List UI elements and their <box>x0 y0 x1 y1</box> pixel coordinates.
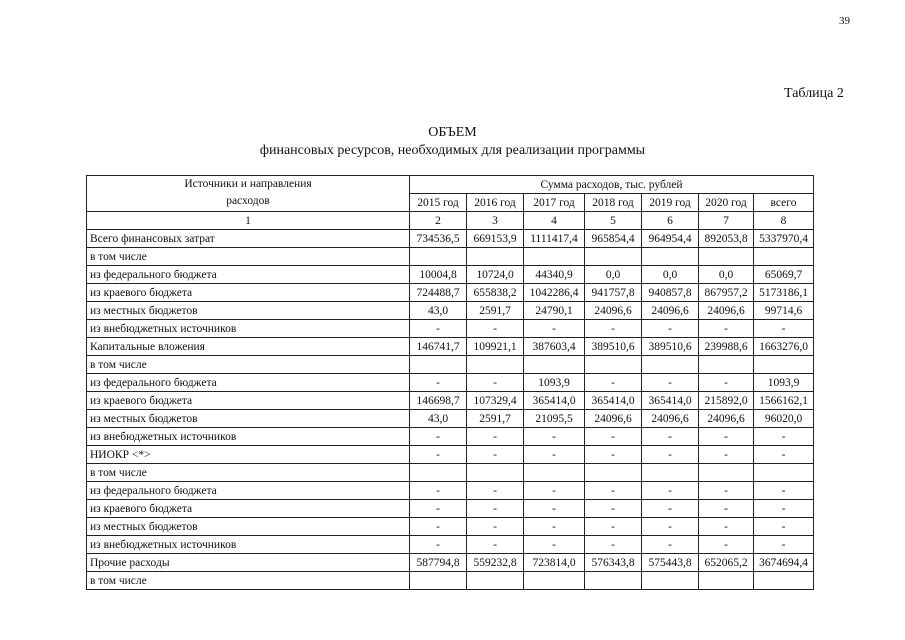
value-cell: 24790,1 <box>524 302 585 320</box>
row-label: из федерального бюджета <box>87 374 410 392</box>
value-cell: - <box>524 446 585 464</box>
row-label: из внебюджетных источников <box>87 536 410 554</box>
value-cell: 892053,8 <box>699 230 754 248</box>
value-cell <box>754 572 814 590</box>
value-cell: 65069,7 <box>754 266 814 284</box>
value-cell: - <box>410 518 467 536</box>
value-cell: 652065,2 <box>699 554 754 572</box>
value-cell: - <box>699 482 754 500</box>
value-cell: 734536,5 <box>410 230 467 248</box>
value-cell: - <box>642 446 699 464</box>
value-cell: - <box>410 446 467 464</box>
table-row <box>87 392 814 410</box>
value-cell: - <box>410 320 467 338</box>
value-cell: - <box>754 536 814 554</box>
value-cell: - <box>410 500 467 518</box>
value-cell: - <box>524 518 585 536</box>
value-cell: 941757,8 <box>585 284 642 302</box>
row-label: в том числе <box>87 248 410 266</box>
header-expenses-group: Сумма расходов, тыс. рублей <box>410 176 814 194</box>
value-cell: 96020,0 <box>754 410 814 428</box>
value-cell: 365414,0 <box>642 392 699 410</box>
title-line-2: финансовых ресурсов, необходимых для реализации программы <box>259 143 646 158</box>
value-cell: - <box>585 446 642 464</box>
row-label: из местных бюджетов <box>87 410 410 428</box>
value-cell: 0,0 <box>699 266 754 284</box>
value-cell: 1111417,4 <box>524 230 585 248</box>
column-number: 3 <box>467 212 524 230</box>
header-year: 2020 год <box>699 194 754 212</box>
value-cell: 669153,9 <box>467 230 524 248</box>
table-row <box>87 248 814 266</box>
value-cell: - <box>524 536 585 554</box>
value-cell: - <box>410 374 467 392</box>
table-row <box>87 320 814 338</box>
header-sources-line-1: Источники и направления <box>184 178 312 190</box>
value-cell: 43,0 <box>410 410 467 428</box>
row-label: из местных бюджетов <box>87 302 410 320</box>
value-cell: 867957,2 <box>699 284 754 302</box>
value-cell: 24096,6 <box>642 410 699 428</box>
value-cell <box>642 572 699 590</box>
value-cell: 5337970,4 <box>754 230 814 248</box>
value-cell: 940857,8 <box>642 284 699 302</box>
header-year: 2015 год <box>410 194 467 212</box>
value-cell: - <box>410 482 467 500</box>
value-cell: - <box>754 482 814 500</box>
column-number: 4 <box>524 212 585 230</box>
row-label: Всего финансовых затрат <box>87 230 410 248</box>
value-cell: - <box>585 536 642 554</box>
value-cell: - <box>467 500 524 518</box>
value-cell: 239988,6 <box>699 338 754 356</box>
value-cell: 2591,7 <box>467 410 524 428</box>
value-cell: - <box>467 518 524 536</box>
budget-table <box>86 175 814 590</box>
value-cell: - <box>410 428 467 446</box>
column-number: 7 <box>699 212 754 230</box>
value-cell: 146741,7 <box>410 338 467 356</box>
table-row <box>87 230 814 248</box>
value-cell <box>699 572 754 590</box>
value-cell: 387603,4 <box>524 338 585 356</box>
value-cell: - <box>642 536 699 554</box>
value-cell: - <box>642 482 699 500</box>
value-cell: - <box>585 320 642 338</box>
value-cell: - <box>642 428 699 446</box>
header-year: 2017 год <box>524 194 585 212</box>
value-cell: 365414,0 <box>585 392 642 410</box>
value-cell: 24096,6 <box>585 410 642 428</box>
table-row <box>87 554 814 572</box>
value-cell: 575443,8 <box>642 554 699 572</box>
table-row <box>87 302 814 320</box>
value-cell: - <box>524 320 585 338</box>
value-cell <box>524 572 585 590</box>
value-cell <box>467 356 524 374</box>
row-label: в том числе <box>87 572 410 590</box>
value-cell: - <box>524 428 585 446</box>
column-number: 1 <box>87 212 410 230</box>
value-cell: 587794,8 <box>410 554 467 572</box>
table-row <box>87 500 814 518</box>
value-cell: - <box>585 374 642 392</box>
row-label: Прочие расходы <box>87 554 410 572</box>
row-label: из федерального бюджета <box>87 266 410 284</box>
value-cell: - <box>467 446 524 464</box>
value-cell <box>585 464 642 482</box>
table-row <box>87 356 814 374</box>
value-cell: 107329,4 <box>467 392 524 410</box>
value-cell: 389510,6 <box>585 338 642 356</box>
row-label: в том числе <box>87 356 410 374</box>
value-cell: - <box>699 428 754 446</box>
value-cell: - <box>410 536 467 554</box>
value-cell: 24096,6 <box>699 410 754 428</box>
row-label: в том числе <box>87 464 410 482</box>
value-cell: 1093,9 <box>754 374 814 392</box>
value-cell <box>754 464 814 482</box>
value-cell <box>585 572 642 590</box>
value-cell: 1566162,1 <box>754 392 814 410</box>
value-cell: 964954,4 <box>642 230 699 248</box>
row-label: из краевого бюджета <box>87 500 410 518</box>
header-year: 2016 год <box>467 194 524 212</box>
row-label: НИОКР <*> <box>87 446 410 464</box>
header-sources-line-2: расходов <box>226 195 270 207</box>
table-row <box>87 374 814 392</box>
value-cell: 146698,7 <box>410 392 467 410</box>
value-cell <box>410 464 467 482</box>
value-cell: 215892,0 <box>699 392 754 410</box>
value-cell: 559232,8 <box>467 554 524 572</box>
table-row <box>87 284 814 302</box>
value-cell: 1042286,4 <box>524 284 585 302</box>
column-number: 8 <box>754 212 814 230</box>
value-cell: - <box>699 374 754 392</box>
header-year: 2019 год <box>642 194 699 212</box>
value-cell: 0,0 <box>642 266 699 284</box>
title-line-1: ОБЪЕМ <box>428 125 477 140</box>
value-cell <box>642 464 699 482</box>
value-cell <box>699 248 754 266</box>
value-cell <box>467 464 524 482</box>
value-cell <box>410 572 467 590</box>
table-row <box>87 446 814 464</box>
table-row <box>87 410 814 428</box>
value-cell: - <box>585 428 642 446</box>
value-cell: 10004,8 <box>410 266 467 284</box>
value-cell: - <box>642 374 699 392</box>
page-number: 39 <box>839 15 850 27</box>
value-cell: 24096,6 <box>642 302 699 320</box>
value-cell: 10724,0 <box>467 266 524 284</box>
table-row <box>87 464 814 482</box>
value-cell: 109921,1 <box>467 338 524 356</box>
value-cell <box>585 248 642 266</box>
row-label: Капитальные вложения <box>87 338 410 356</box>
table-row <box>87 482 814 500</box>
value-cell: 576343,8 <box>585 554 642 572</box>
header-sources <box>87 176 410 212</box>
row-label: из местных бюджетов <box>87 518 410 536</box>
value-cell: 1663276,0 <box>754 338 814 356</box>
table-row <box>87 338 814 356</box>
value-cell <box>585 356 642 374</box>
value-cell: - <box>754 428 814 446</box>
row-label: из федерального бюджета <box>87 482 410 500</box>
value-cell <box>467 248 524 266</box>
column-number: 6 <box>642 212 699 230</box>
value-cell: - <box>467 536 524 554</box>
table-row <box>87 518 814 536</box>
value-cell: 21095,5 <box>524 410 585 428</box>
value-cell: 389510,6 <box>642 338 699 356</box>
header-row-1 <box>87 176 814 194</box>
table-row <box>87 428 814 446</box>
value-cell: 24096,6 <box>585 302 642 320</box>
row-label: из краевого бюджета <box>87 392 410 410</box>
value-cell: - <box>642 320 699 338</box>
value-cell: 365414,0 <box>524 392 585 410</box>
value-cell: - <box>467 320 524 338</box>
value-cell <box>642 248 699 266</box>
value-cell: 3674694,4 <box>754 554 814 572</box>
header-total: всего <box>754 194 814 212</box>
value-cell <box>410 356 467 374</box>
value-cell <box>754 356 814 374</box>
column-number: 5 <box>585 212 642 230</box>
value-cell: 43,0 <box>410 302 467 320</box>
value-cell: - <box>585 482 642 500</box>
table-row <box>87 572 814 590</box>
value-cell: - <box>754 320 814 338</box>
document-title <box>0 124 905 160</box>
value-cell <box>410 248 467 266</box>
value-cell: 5173186,1 <box>754 284 814 302</box>
value-cell: - <box>467 428 524 446</box>
value-cell: 99714,6 <box>754 302 814 320</box>
value-cell: - <box>524 482 585 500</box>
table-row <box>87 266 814 284</box>
value-cell <box>699 464 754 482</box>
value-cell <box>524 356 585 374</box>
value-cell <box>524 464 585 482</box>
value-cell: - <box>699 446 754 464</box>
value-cell: - <box>699 500 754 518</box>
value-cell: - <box>754 500 814 518</box>
value-cell: - <box>585 500 642 518</box>
value-cell: - <box>467 482 524 500</box>
value-cell: - <box>754 446 814 464</box>
value-cell: - <box>754 518 814 536</box>
column-number: 2 <box>410 212 467 230</box>
value-cell: - <box>642 518 699 536</box>
value-cell: - <box>699 536 754 554</box>
value-cell <box>754 248 814 266</box>
row-label: из внебюджетных источников <box>87 320 410 338</box>
value-cell <box>467 572 524 590</box>
value-cell: 1093,9 <box>524 374 585 392</box>
row-label: из краевого бюджета <box>87 284 410 302</box>
value-cell: 965854,4 <box>585 230 642 248</box>
value-cell: 24096,6 <box>699 302 754 320</box>
value-cell: 2591,7 <box>467 302 524 320</box>
value-cell <box>524 248 585 266</box>
value-cell <box>699 356 754 374</box>
header-year: 2018 год <box>585 194 642 212</box>
value-cell: - <box>699 518 754 536</box>
value-cell: 44340,9 <box>524 266 585 284</box>
table-label: Таблица 2 <box>784 86 844 101</box>
value-cell: - <box>699 320 754 338</box>
value-cell: - <box>467 374 524 392</box>
value-cell: 0,0 <box>585 266 642 284</box>
value-cell: 655838,2 <box>467 284 524 302</box>
value-cell: 723814,0 <box>524 554 585 572</box>
table-row <box>87 536 814 554</box>
value-cell <box>642 356 699 374</box>
header-row-numbers <box>87 212 814 230</box>
value-cell: 724488,7 <box>410 284 467 302</box>
row-label: из внебюджетных источников <box>87 428 410 446</box>
value-cell: - <box>524 500 585 518</box>
value-cell: - <box>585 518 642 536</box>
value-cell: - <box>642 500 699 518</box>
